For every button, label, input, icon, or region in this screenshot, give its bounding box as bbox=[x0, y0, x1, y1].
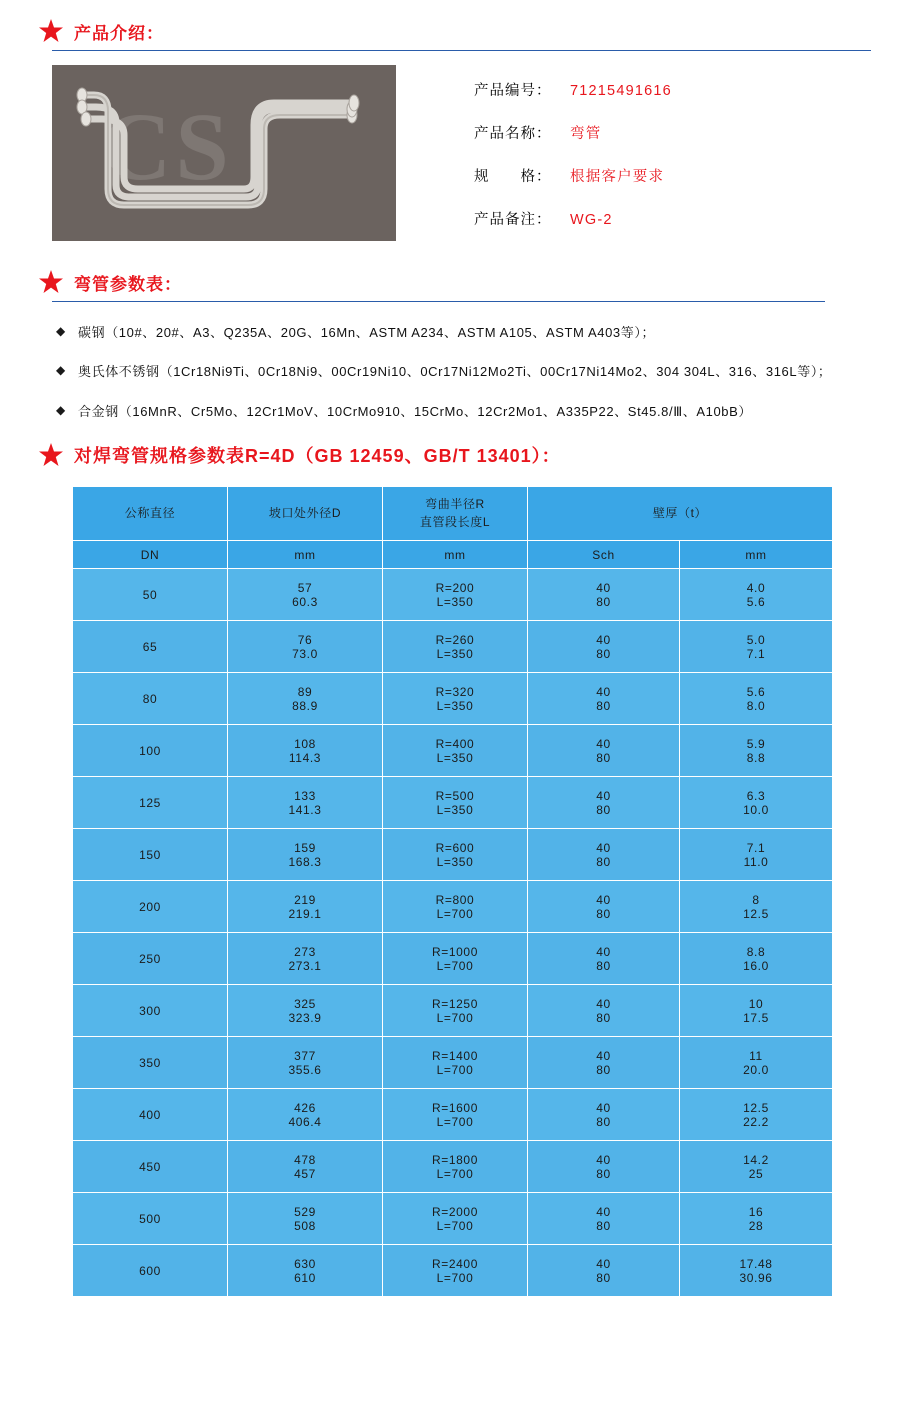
cell-outer-diameter bbox=[228, 1193, 383, 1245]
cell-sch-top: 40 bbox=[596, 892, 611, 907]
cell-sch-top: 40 bbox=[596, 1256, 611, 1271]
cell-radius-length bbox=[383, 1193, 528, 1245]
cell-sch bbox=[528, 1193, 680, 1245]
cell-radius-length-top: R=1250 bbox=[432, 996, 478, 1011]
spec-row-code bbox=[474, 79, 672, 100]
cell-thickness bbox=[680, 985, 833, 1037]
cell-outer-diameter-top: 108 bbox=[294, 736, 316, 751]
cell-thickness-top: 4.0 bbox=[746, 580, 766, 595]
cell-thickness-bottom: 5.6 bbox=[746, 594, 766, 609]
cell-radius-length-top: R=2400 bbox=[432, 1256, 478, 1271]
table-header-row-main bbox=[73, 487, 833, 541]
diamond-bullet-icon: ◆ bbox=[56, 324, 66, 338]
cell-radius-length-top: R=2000 bbox=[432, 1204, 478, 1219]
cell-outer-diameter bbox=[228, 881, 383, 933]
cell-radius-length-bottom: L=700 bbox=[436, 1010, 474, 1025]
cell-outer-diameter bbox=[228, 621, 383, 673]
cell-thickness-top: 8.8 bbox=[746, 944, 766, 959]
cell-radius-length-top: R=400 bbox=[435, 736, 475, 751]
cell-thickness-top: 5.6 bbox=[746, 684, 766, 699]
cell-dn: 50 bbox=[73, 569, 228, 621]
cell-dn: 150 bbox=[73, 829, 228, 881]
product-spec-list bbox=[396, 65, 672, 251]
product-intro-block bbox=[0, 51, 909, 251]
cell-thickness bbox=[680, 881, 833, 933]
cell-radius-length-bottom: L=700 bbox=[436, 1218, 474, 1233]
table-row bbox=[73, 1245, 833, 1297]
table-row bbox=[73, 621, 833, 673]
diamond-bullet-icon: ◆ bbox=[56, 363, 66, 378]
cell-outer-diameter-bottom: 60.3 bbox=[292, 594, 318, 609]
cell-thickness bbox=[680, 621, 833, 673]
cell-radius-length-bottom: L=700 bbox=[436, 906, 474, 921]
cell-outer-diameter-bottom: 323.9 bbox=[288, 1010, 322, 1025]
product-photo bbox=[52, 65, 396, 241]
th-wall-thickness: 壁厚（t） bbox=[528, 487, 833, 541]
cell-sch-bottom: 80 bbox=[596, 1062, 611, 1077]
cell-sch bbox=[528, 881, 680, 933]
th-outer-diameter: 坡口处外径D bbox=[228, 487, 383, 541]
cell-sch bbox=[528, 1089, 680, 1141]
cell-thickness-bottom: 10.0 bbox=[743, 802, 769, 817]
cell-radius-length-bottom: L=350 bbox=[436, 594, 474, 609]
cell-sch-top: 40 bbox=[596, 996, 611, 1011]
list-item bbox=[56, 320, 909, 345]
cell-sch-top: 40 bbox=[596, 632, 611, 647]
cell-radius-length bbox=[383, 1089, 528, 1141]
cell-sch bbox=[528, 985, 680, 1037]
table-row bbox=[73, 1089, 833, 1141]
cell-radius-length-top: R=1800 bbox=[432, 1152, 478, 1167]
list-item-text: 碳钢（10#、20#、A3、Q235A、20G、16Mn、ASTM A234、ASTM A105、ASTM A403等）； bbox=[78, 325, 656, 340]
list-item-text: 奥氏体不锈钢（1Cr18Ni9Ti、0Cr18Ni9、00Cr19Ni10、0Cr17Ni12Mo2Ti、00Cr17Ni14Mo2、304 304L、316、316L等）； bbox=[78, 364, 832, 380]
table-row bbox=[73, 881, 833, 933]
cell-sch-top: 40 bbox=[596, 580, 611, 595]
cell-radius-length-top: R=200 bbox=[435, 580, 475, 595]
cell-radius-length-top: R=1400 bbox=[432, 1048, 478, 1063]
cell-thickness-bottom: 30.96 bbox=[739, 1270, 773, 1285]
cell-thickness-top: 5.0 bbox=[746, 632, 766, 647]
spec-table-title: 对焊弯管规格参数表R=4D（GB 12459、GB/T 13401）： bbox=[74, 446, 561, 467]
cell-radius-length-top: R=260 bbox=[435, 632, 475, 647]
table-row bbox=[73, 725, 833, 777]
cell-dn: 450 bbox=[73, 1141, 228, 1193]
cell-outer-diameter-top: 219 bbox=[294, 892, 316, 907]
cell-thickness-top: 17.48 bbox=[739, 1256, 773, 1271]
cell-outer-diameter bbox=[228, 1089, 383, 1141]
star-icon bbox=[38, 442, 64, 468]
spec-value-name: 弯管 bbox=[570, 126, 602, 142]
cell-sch bbox=[528, 933, 680, 985]
cell-dn: 200 bbox=[73, 881, 228, 933]
cell-sch bbox=[528, 829, 680, 881]
th-unit-dn: DN bbox=[73, 541, 228, 569]
cell-dn: 500 bbox=[73, 1193, 228, 1245]
cell-outer-diameter-bottom: 273.1 bbox=[288, 958, 322, 973]
cell-radius-length-top: R=1000 bbox=[432, 944, 478, 959]
table-row bbox=[73, 933, 833, 985]
cell-thickness-bottom: 7.1 bbox=[746, 646, 766, 661]
cell-radius-length-bottom: L=350 bbox=[436, 854, 474, 869]
cell-radius-length bbox=[383, 569, 528, 621]
cell-sch bbox=[528, 569, 680, 621]
cell-radius-length bbox=[383, 673, 528, 725]
cell-outer-diameter-bottom: 610 bbox=[294, 1270, 316, 1285]
cell-sch bbox=[528, 673, 680, 725]
th-unit-mm-rl: mm bbox=[383, 541, 528, 569]
cell-outer-diameter bbox=[228, 777, 383, 829]
cell-outer-diameter bbox=[228, 725, 383, 777]
spec-row-remark bbox=[474, 208, 672, 229]
table-row bbox=[73, 1193, 833, 1245]
cell-radius-length bbox=[383, 1141, 528, 1193]
cell-sch-bottom: 80 bbox=[596, 646, 611, 661]
cell-outer-diameter-bottom: 73.0 bbox=[292, 646, 318, 661]
th-unit-mm-t: mm bbox=[680, 541, 833, 569]
spec-row-name bbox=[474, 122, 672, 143]
cell-radius-length-bottom: L=700 bbox=[436, 1270, 474, 1285]
cell-thickness bbox=[680, 1245, 833, 1297]
cell-thickness-top: 12.5 bbox=[743, 1100, 769, 1115]
cell-outer-diameter-bottom: 457 bbox=[294, 1166, 316, 1181]
cell-outer-diameter-top: 478 bbox=[294, 1152, 316, 1167]
cell-radius-length bbox=[383, 985, 528, 1037]
cell-thickness bbox=[680, 569, 833, 621]
table-row bbox=[73, 829, 833, 881]
table-row bbox=[73, 1141, 833, 1193]
th-nominal-diameter: 公称直径 bbox=[73, 487, 228, 541]
cell-outer-diameter bbox=[228, 1141, 383, 1193]
cell-thickness-top: 11 bbox=[749, 1048, 763, 1063]
cell-sch-top: 40 bbox=[596, 944, 611, 959]
cell-outer-diameter-top: 630 bbox=[294, 1256, 316, 1271]
diamond-bullet-icon: ◆ bbox=[56, 402, 66, 417]
cell-sch bbox=[528, 621, 680, 673]
cell-thickness bbox=[680, 777, 833, 829]
cell-sch bbox=[528, 1037, 680, 1089]
th-bend-radius bbox=[383, 487, 528, 541]
cell-thickness-bottom: 20.0 bbox=[743, 1062, 769, 1077]
cell-sch-bottom: 80 bbox=[596, 906, 611, 921]
cell-thickness-bottom: 12.5 bbox=[743, 906, 769, 921]
cell-radius-length-bottom: L=350 bbox=[436, 802, 474, 817]
cell-outer-diameter bbox=[228, 985, 383, 1037]
cell-outer-diameter-bottom: 406.4 bbox=[288, 1114, 322, 1129]
spec-table-wrapper bbox=[0, 468, 909, 1297]
cell-thickness-top: 6.3 bbox=[746, 788, 766, 803]
cell-sch-top: 40 bbox=[596, 840, 611, 855]
cell-outer-diameter-bottom: 141.3 bbox=[288, 802, 322, 817]
cell-thickness bbox=[680, 1193, 833, 1245]
cell-sch-bottom: 80 bbox=[596, 594, 611, 609]
spec-row-size bbox=[474, 165, 672, 186]
cell-thickness-bottom: 25 bbox=[748, 1166, 764, 1181]
cell-dn: 350 bbox=[73, 1037, 228, 1089]
spec-label-remark: 产品备注： bbox=[474, 212, 552, 228]
photo-watermark: CS bbox=[102, 93, 233, 200]
cell-dn: 80 bbox=[73, 673, 228, 725]
table-row bbox=[73, 777, 833, 829]
cell-radius-length bbox=[383, 829, 528, 881]
cell-radius-length-top: R=600 bbox=[435, 840, 475, 855]
cell-outer-diameter bbox=[228, 829, 383, 881]
cell-radius-length-top: R=800 bbox=[435, 892, 475, 907]
cell-radius-length bbox=[383, 881, 528, 933]
cell-radius-length-bottom: L=350 bbox=[436, 646, 474, 661]
cell-thickness bbox=[680, 1089, 833, 1141]
cell-thickness-top: 14.2 bbox=[743, 1152, 769, 1167]
cell-radius-length bbox=[383, 621, 528, 673]
cell-dn: 65 bbox=[73, 621, 228, 673]
cell-thickness bbox=[680, 1141, 833, 1193]
table-row bbox=[73, 673, 833, 725]
spec-value-code: 71215491616 bbox=[570, 83, 672, 99]
cell-radius-length-bottom: L=700 bbox=[436, 1114, 474, 1129]
page-title: 产品介绍： bbox=[74, 23, 164, 43]
cell-sch-bottom: 80 bbox=[596, 854, 611, 869]
cell-thickness-bottom: 17.5 bbox=[743, 1010, 769, 1025]
cell-sch-bottom: 80 bbox=[596, 698, 611, 713]
star-icon bbox=[38, 18, 64, 44]
cell-radius-length-bottom: L=700 bbox=[436, 1166, 474, 1181]
cell-sch-bottom: 80 bbox=[596, 1010, 611, 1025]
cell-thickness-top: 8 bbox=[752, 892, 760, 907]
spec-value-size: 根据客户要求 bbox=[570, 169, 665, 185]
th-unit-sch: Sch bbox=[528, 541, 680, 569]
star-icon bbox=[38, 269, 64, 295]
cell-dn: 600 bbox=[73, 1245, 228, 1297]
spec-label-name: 产品名称： bbox=[474, 126, 552, 142]
cell-thickness-top: 10 bbox=[748, 996, 764, 1011]
cell-outer-diameter bbox=[228, 569, 383, 621]
parameters-title: 弯管参数表： bbox=[74, 274, 182, 294]
cell-radius-length-top: R=320 bbox=[435, 684, 475, 699]
document-page bbox=[0, 18, 909, 1307]
cell-thickness-bottom: 22.2 bbox=[743, 1114, 769, 1129]
spec-value-remark: WG-2 bbox=[570, 212, 613, 228]
cell-thickness bbox=[680, 725, 833, 777]
cell-sch-top: 40 bbox=[596, 1048, 611, 1063]
cell-radius-length bbox=[383, 725, 528, 777]
cell-outer-diameter bbox=[228, 673, 383, 725]
cell-thickness-bottom: 8.8 bbox=[746, 750, 766, 765]
cell-outer-diameter-bottom: 88.9 bbox=[292, 698, 318, 713]
section-header-product-intro bbox=[0, 18, 909, 44]
cell-outer-diameter bbox=[228, 1245, 383, 1297]
cell-radius-length-bottom: L=700 bbox=[436, 958, 474, 973]
table-row bbox=[73, 569, 833, 621]
bent-pipe-illustration bbox=[52, 65, 396, 241]
cell-outer-diameter-bottom: 219.1 bbox=[288, 906, 322, 921]
cell-sch-top: 40 bbox=[596, 736, 611, 751]
cell-radius-length-bottom: L=350 bbox=[436, 698, 474, 713]
cell-thickness bbox=[680, 933, 833, 985]
spec-label-size: 规 格： bbox=[474, 169, 552, 185]
th-bend-radius-line1: 弯曲半径R bbox=[425, 497, 485, 512]
cell-thickness-bottom: 8.0 bbox=[746, 698, 766, 713]
cell-outer-diameter-bottom: 168.3 bbox=[288, 854, 322, 869]
cell-sch-top: 40 bbox=[596, 1100, 611, 1115]
cell-radius-length-bottom: L=350 bbox=[436, 750, 474, 765]
cell-outer-diameter-bottom: 355.6 bbox=[288, 1062, 322, 1077]
cell-thickness bbox=[680, 1037, 833, 1089]
spec-label-code: 产品编号： bbox=[474, 83, 552, 99]
list-item bbox=[56, 399, 909, 424]
cell-radius-length bbox=[383, 777, 528, 829]
cell-outer-diameter-top: 89 bbox=[297, 684, 313, 699]
th-bend-radius-line2: 直管段长度L bbox=[419, 514, 491, 529]
cell-sch bbox=[528, 777, 680, 829]
cell-dn: 125 bbox=[73, 777, 228, 829]
cell-radius-length-top: R=1600 bbox=[432, 1100, 478, 1115]
cell-outer-diameter-bottom: 508 bbox=[294, 1218, 316, 1233]
cell-sch-top: 40 bbox=[596, 1204, 611, 1219]
cell-thickness bbox=[680, 829, 833, 881]
cell-sch bbox=[528, 1245, 680, 1297]
cell-sch-top: 40 bbox=[596, 1152, 611, 1167]
cell-outer-diameter-bottom: 114.3 bbox=[288, 750, 322, 765]
cell-dn: 250 bbox=[73, 933, 228, 985]
cell-sch-bottom: 80 bbox=[596, 1114, 611, 1129]
section-header-parameters bbox=[0, 269, 909, 295]
cell-outer-diameter-top: 133 bbox=[294, 788, 316, 803]
cell-thickness-top: 16 bbox=[748, 1204, 764, 1219]
cell-sch-bottom: 80 bbox=[596, 1218, 611, 1233]
cell-outer-diameter-top: 76 bbox=[297, 632, 313, 647]
th-unit-mm-d: mm bbox=[228, 541, 383, 569]
table-header-row-units bbox=[73, 541, 833, 569]
cell-thickness-bottom: 28 bbox=[748, 1218, 764, 1233]
cell-outer-diameter-top: 529 bbox=[294, 1204, 316, 1219]
cell-radius-length-bottom: L=700 bbox=[436, 1062, 474, 1077]
cell-outer-diameter-top: 273 bbox=[294, 944, 316, 959]
cell-radius-length bbox=[383, 1245, 528, 1297]
cell-thickness-bottom: 11.0 bbox=[743, 854, 769, 869]
cell-sch-bottom: 80 bbox=[596, 802, 611, 817]
cell-thickness-top: 7.1 bbox=[746, 840, 766, 855]
spec-table bbox=[72, 486, 833, 1297]
table-row bbox=[73, 985, 833, 1037]
cell-sch-top: 40 bbox=[596, 684, 611, 699]
cell-radius-length bbox=[383, 933, 528, 985]
cell-sch-bottom: 80 bbox=[596, 958, 611, 973]
cell-radius-length bbox=[383, 1037, 528, 1089]
cell-outer-diameter-top: 377 bbox=[294, 1048, 316, 1063]
cell-outer-diameter bbox=[228, 1037, 383, 1089]
cell-sch-bottom: 80 bbox=[596, 1166, 611, 1181]
cell-thickness bbox=[680, 673, 833, 725]
list-item bbox=[56, 359, 909, 384]
cell-dn: 300 bbox=[73, 985, 228, 1037]
cell-outer-diameter-top: 57 bbox=[297, 580, 313, 595]
cell-sch-top: 40 bbox=[596, 788, 611, 803]
cell-thickness-bottom: 16.0 bbox=[743, 958, 769, 973]
cell-sch bbox=[528, 725, 680, 777]
materials-list bbox=[0, 302, 909, 424]
table-row bbox=[73, 1037, 833, 1089]
list-item-text: 合金钢（16MnR、Cr5Mo、12Cr1MoV、10CrMo910、15CrMo、12Cr2Mo1、A335P22、St45.8/Ⅲ、A10bB） bbox=[78, 403, 752, 419]
cell-sch-bottom: 80 bbox=[596, 750, 611, 765]
cell-outer-diameter-top: 325 bbox=[294, 996, 316, 1011]
cell-outer-diameter-top: 426 bbox=[294, 1100, 316, 1115]
cell-dn: 400 bbox=[73, 1089, 228, 1141]
cell-dn: 100 bbox=[73, 725, 228, 777]
cell-sch-bottom: 80 bbox=[596, 1270, 611, 1285]
cell-thickness-top: 5.9 bbox=[746, 736, 766, 751]
cell-radius-length-top: R=500 bbox=[435, 788, 475, 803]
section-header-spec-table bbox=[0, 442, 909, 468]
cell-outer-diameter bbox=[228, 933, 383, 985]
cell-sch bbox=[528, 1141, 680, 1193]
cell-outer-diameter-top: 159 bbox=[294, 840, 316, 855]
